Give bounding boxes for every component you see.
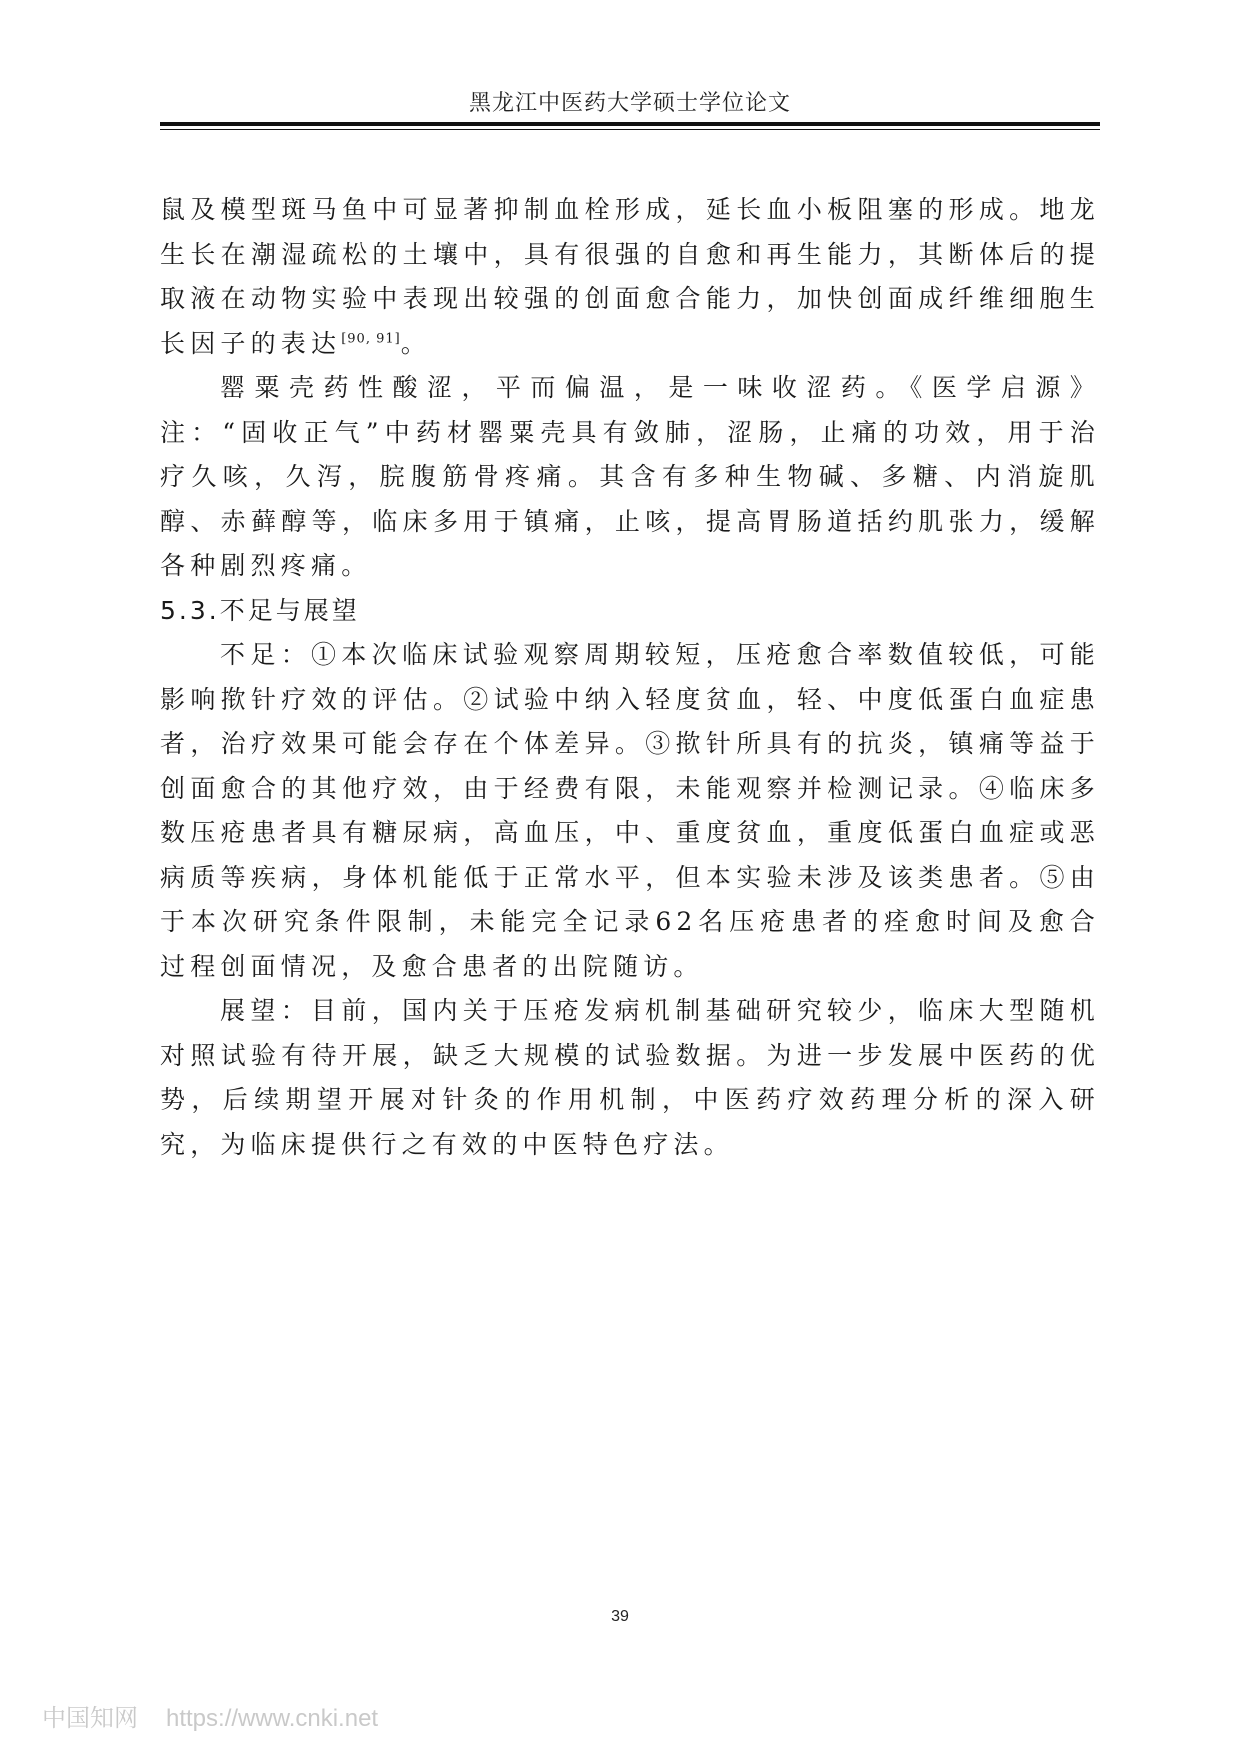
paragraph-outlook: 展望：目前，国内关于压疮发病机制基础研究较少，临床大型随机对照试验有待开展，缺乏大规模的试验数据。为进一步发展中医药的优势，后续期望开展对针灸的作用机制，中医药疗效药理分析的深入研究，为临床提供行之有效的中医特色疗法。: [160, 996, 1100, 1159]
header-rule-thick: [160, 122, 1100, 126]
body-text: [160, 188, 1100, 1167]
watermark-url: https://www.cnki.net: [166, 1705, 379, 1732]
page-number: 39: [611, 1608, 629, 1625]
running-header: 黑龙江中医药大学硕士学位论文: [468, 91, 791, 116]
paragraph-limitations: 不足：①本次临床试验观察周期较短，压疮愈合率数值较低，可能影响揿针疗效的评估。②试验中纳入轻度贫血，轻、中度低蛋白血症患者，治疗效果可能会存在个体差异。③揿针所具有的抗炎，镇痛等益于创面愈合的其他疗效，由于经费有限，未能观察并检测记录。④临床多数压疮患者具有糖尿病，高血压，中、重度贫血，重度低蛋白血症或恶病质等疾病，身体机能低于正常水平，但本实验未涉及该类患者。⑤由于本次研究条件限制，未能完全记录62名压疮患者的痊愈时间及愈合过程创面情况，及愈合患者的出院随访。: [160, 640, 1100, 981]
paragraph-poppy-husk: 罂粟壳药性酸涩，平而偏温，是一味收涩药。《医学启源》注：“固收正气”中药材罂粟壳具有敛肺，涩肠，止痛的功效，用于治疗久咳，久泻，脘腹筋骨疼痛。其含有多种生物碱、多糖、内消旋肌醇、赤藓醇等，临床多用于镇痛，止咳，提高胃肠道括约肌张力，缓解各种剧烈疼痛。: [160, 373, 1100, 580]
watermark-brand: 中国知网: [42, 1705, 138, 1732]
paragraph-continued-text: 鼠及模型斑马鱼中可显著抑制血栓形成，延长血小板阻塞的形成。地龙生长在潮湿疏松的土壤中，具有很强的自愈和再生能力，其断体后的提取液在动物实验中表现出较强的创面愈合能力，加快创面成纤维细胞生长因子的表达: [160, 195, 1100, 358]
paragraph-end-mark: 。: [400, 328, 431, 358]
header-rule-thin: [160, 129, 1100, 130]
cnki-watermark: [42, 1698, 378, 1733]
section-heading: 5.3.不足与展望: [160, 595, 360, 625]
paragraph-continued: [160, 188, 1100, 366]
citation-reference[interactable]: [90, 91]: [341, 331, 401, 347]
